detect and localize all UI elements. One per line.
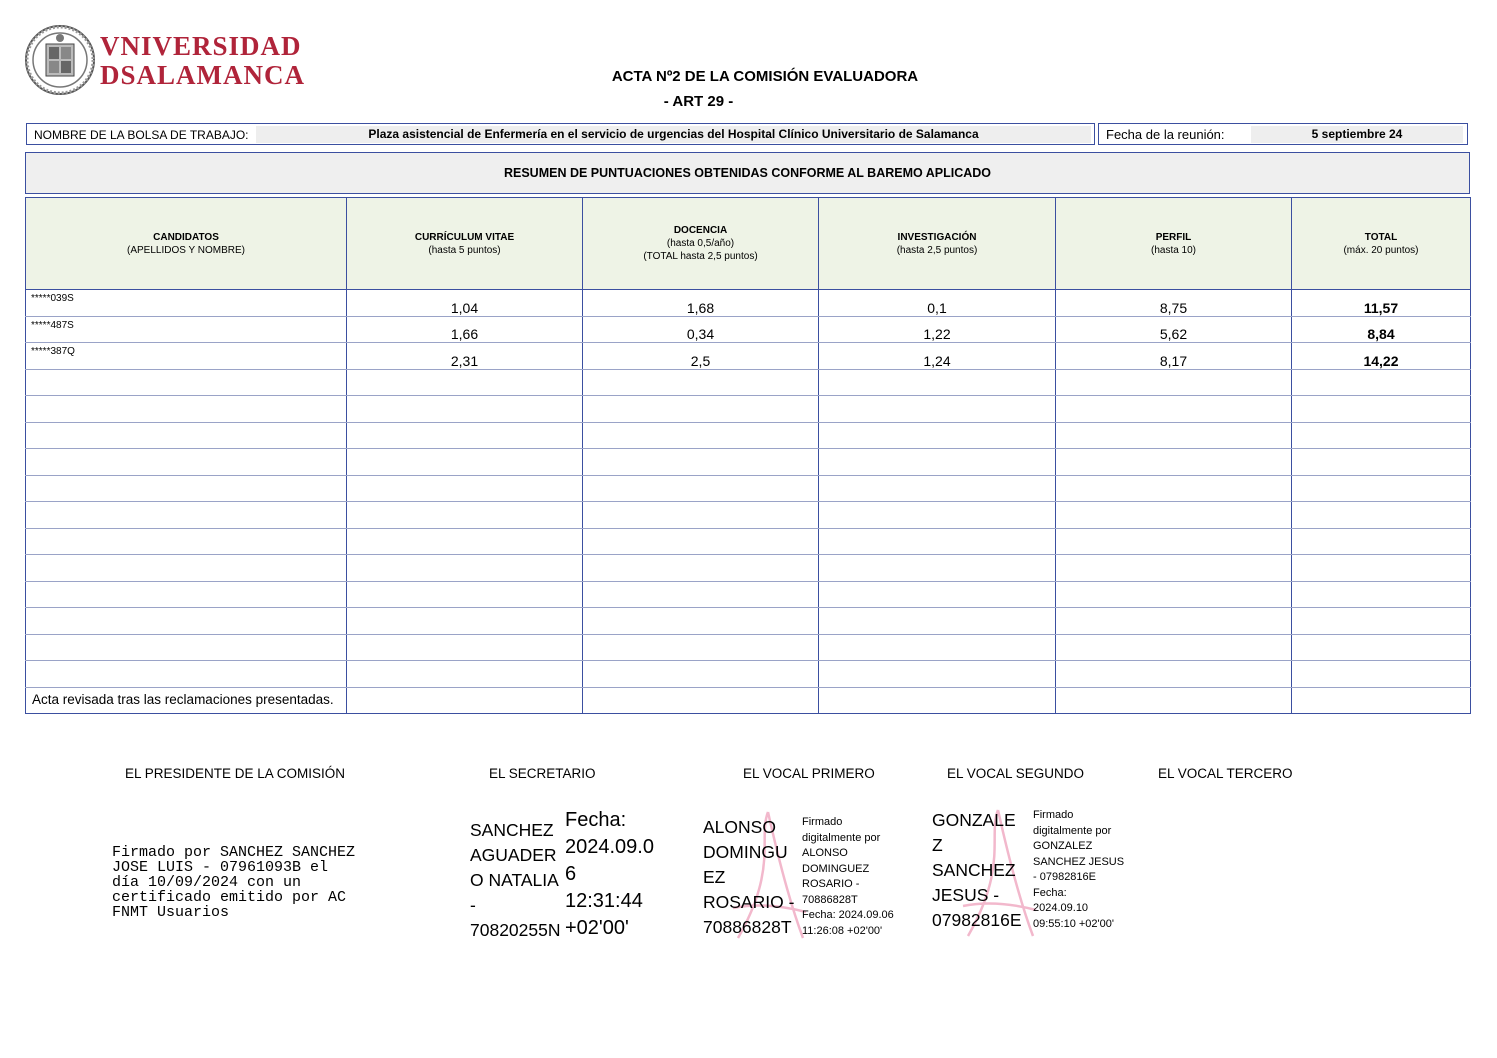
table-row	[26, 290, 1471, 317]
column-header	[347, 198, 583, 290]
score-cell	[819, 581, 1056, 608]
score-cell	[1056, 422, 1292, 449]
score-cell	[347, 687, 583, 714]
score-cell	[1056, 608, 1292, 635]
column-header	[1056, 198, 1292, 290]
score-cell: 0,1	[819, 290, 1056, 317]
table-row	[26, 343, 1471, 370]
total-cell: 11,57	[1292, 290, 1471, 317]
column-header	[583, 198, 819, 290]
candidate-cell	[26, 608, 347, 635]
score-cell	[347, 396, 583, 423]
total-cell: 8,84	[1292, 316, 1471, 343]
signature-vocal2-name: GONZALE Z SANCHEZ JESUS - 07982816E	[932, 810, 1022, 930]
total-cell	[1292, 555, 1471, 582]
signature-vocal1-details: Firmado digitalmente por ALONSO DOMINGUEZ ROSARIO - 70886828T Fecha: 2024.09.06 11:26:08 +02'00'	[802, 816, 894, 937]
total-cell	[1292, 687, 1471, 714]
score-cell	[1056, 369, 1292, 396]
role-secretario: EL SECRETARIO	[489, 766, 596, 781]
candidate-cell	[26, 475, 347, 502]
score-cell	[1056, 475, 1292, 502]
score-cell	[819, 528, 1056, 555]
total-cell: 14,22	[1292, 343, 1471, 370]
table-row	[26, 475, 1471, 502]
score-cell	[347, 661, 583, 688]
role-vocal-primero: EL VOCAL PRIMERO	[743, 766, 875, 781]
score-cell	[583, 687, 819, 714]
total-cell	[1292, 581, 1471, 608]
score-cell	[583, 608, 819, 635]
score-cell	[819, 449, 1056, 476]
score-cell	[819, 661, 1056, 688]
score-cell: 2,31	[347, 343, 583, 370]
logo-line-1: VNIVERSIDAD	[100, 31, 302, 61]
signature-secretario-date: Fecha: 2024.09.0 6 12:31:44 +02'00'	[565, 809, 654, 939]
table-row	[26, 369, 1471, 396]
candidate-cell	[26, 369, 347, 396]
score-cell	[583, 502, 819, 529]
column-subtitle: (hasta 5 puntos)	[428, 244, 501, 256]
score-cell	[583, 555, 819, 582]
candidate-cell	[26, 528, 347, 555]
score-cell	[583, 661, 819, 688]
score-cell	[347, 634, 583, 661]
score-cell: 1,66	[347, 316, 583, 343]
column-subtitle: (máx. 20 puntos)	[1343, 244, 1419, 256]
column-title: CURRÍCULUM VITAE	[414, 231, 515, 243]
score-cell	[819, 422, 1056, 449]
score-cell	[1056, 634, 1292, 661]
signature-vocal2-details: Firmado digitalmente por GONZALEZ SANCHEZ JESUS - 07982816E Fecha: 2024.09.10 09:55:10 +02'00'	[1033, 809, 1125, 930]
score-cell: 0,34	[583, 316, 819, 343]
score-cell: 8,17	[1056, 343, 1292, 370]
candidate-cell: *****387Q	[26, 343, 347, 370]
score-cell	[583, 369, 819, 396]
table-header-row	[26, 198, 1471, 290]
page-title: ACTA Nº2 DE LA COMISIÓN EVALUADORA	[611, 68, 919, 85]
score-cell	[1056, 661, 1292, 688]
fecha-field	[1098, 123, 1468, 145]
role-vocal-tercero: EL VOCAL TERCERO	[1158, 766, 1293, 781]
candidate-cell: *****487S	[26, 316, 347, 343]
table-row	[26, 502, 1471, 529]
column-title: TOTAL	[1364, 231, 1398, 243]
score-cell	[347, 475, 583, 502]
score-cell	[347, 369, 583, 396]
score-cell	[583, 422, 819, 449]
score-cell	[819, 608, 1056, 635]
score-cell	[347, 528, 583, 555]
candidate-cell	[26, 581, 347, 608]
score-cell	[347, 449, 583, 476]
column-header	[819, 198, 1056, 290]
score-cell: 1,04	[347, 290, 583, 317]
score-cell	[1056, 449, 1292, 476]
score-cell	[1056, 396, 1292, 423]
fecha-label: Fecha de la reunión:	[1106, 127, 1225, 142]
page-subtitle: - ART 29 -	[663, 93, 734, 110]
score-cell	[583, 634, 819, 661]
fecha-value: 5 septiembre 24	[1251, 126, 1463, 143]
table-row	[26, 316, 1471, 343]
score-cell	[819, 555, 1056, 582]
role-vocal-segundo: EL VOCAL SEGUNDO	[947, 766, 1085, 781]
logo-line-2: DSALAMANCA	[100, 60, 305, 90]
revision-note: Acta revisada tras las reclamaciones presentadas.	[32, 692, 334, 707]
score-cell	[1056, 555, 1292, 582]
score-cell	[1056, 528, 1292, 555]
score-cell	[583, 475, 819, 502]
candidate-cell	[26, 396, 347, 423]
score-cell	[347, 555, 583, 582]
total-cell	[1292, 449, 1471, 476]
column-subtitle: (hasta 0,5/año)	[666, 238, 735, 249]
university-seal-icon	[24, 24, 96, 96]
total-cell	[1292, 502, 1471, 529]
score-cell	[347, 422, 583, 449]
score-cell	[1056, 687, 1292, 714]
table-row	[26, 661, 1471, 688]
score-cell: 1,24	[819, 343, 1056, 370]
total-cell	[1292, 634, 1471, 661]
score-cell	[1056, 581, 1292, 608]
candidate-cell	[26, 634, 347, 661]
candidate-cell	[26, 555, 347, 582]
total-cell	[1292, 661, 1471, 688]
total-cell	[1292, 528, 1471, 555]
table-row	[26, 555, 1471, 582]
score-cell	[819, 396, 1056, 423]
total-cell	[1292, 608, 1471, 635]
score-cell: 1,22	[819, 316, 1056, 343]
score-cell	[583, 396, 819, 423]
table-row	[26, 396, 1471, 423]
table-row	[26, 608, 1471, 635]
score-cell	[583, 581, 819, 608]
total-cell	[1292, 396, 1471, 423]
candidate-cell: *****039S	[26, 290, 347, 317]
signature-presidente: Firmado por SANCHEZ SANCHEZ JOSE LUIS - 07961093B el día 10/09/2024 con un certificado emitido por AC FNMT Usuarios	[112, 844, 356, 921]
bolsa-value: Plaza asistencial de Enfermería en el servicio de urgencias del Hospital Clínico Universitario de Salamanca	[256, 126, 1091, 143]
bolsa-field	[26, 123, 1095, 145]
total-cell	[1292, 369, 1471, 396]
table-row	[26, 528, 1471, 555]
score-cell: 1,68	[583, 290, 819, 317]
table-row	[26, 449, 1471, 476]
score-cell	[819, 634, 1056, 661]
table-row	[26, 422, 1471, 449]
column-subtitle-2: (TOTAL hasta 2,5 puntos)	[643, 251, 758, 262]
score-cell	[347, 502, 583, 529]
column-header	[1292, 198, 1471, 290]
column-subtitle: (hasta 10)	[1150, 244, 1197, 256]
score-cell	[347, 581, 583, 608]
column-title: CANDIDATOS	[153, 231, 219, 243]
table-row	[26, 581, 1471, 608]
score-cell	[819, 687, 1056, 714]
score-cell	[583, 449, 819, 476]
column-header	[26, 198, 347, 290]
total-cell	[1292, 475, 1471, 502]
signature-vocal1-name: ALONSO DOMINGU EZ ROSARIO - 70886828T	[703, 817, 795, 937]
candidate-cell	[26, 661, 347, 688]
university-logo	[24, 24, 305, 96]
column-title: INVESTIGACIÓN	[897, 231, 977, 243]
column-subtitle: (hasta 2,5 puntos)	[896, 244, 978, 256]
score-cell	[819, 369, 1056, 396]
scores-table	[25, 197, 1471, 714]
candidate-cell	[26, 422, 347, 449]
column-title: DOCENCIA	[673, 225, 728, 236]
summary-heading: RESUMEN DE PUNTUACIONES OBTENIDAS CONFORME AL BAREMO APLICADO	[25, 152, 1470, 194]
total-cell	[1292, 422, 1471, 449]
score-cell: 8,75	[1056, 290, 1292, 317]
score-cell: 2,5	[583, 343, 819, 370]
score-cell: 5,62	[1056, 316, 1292, 343]
score-cell	[819, 502, 1056, 529]
score-cell	[1056, 502, 1292, 529]
signature-secretario-name: SANCHEZ AGUADER O NATALIA - 70820255N	[470, 820, 561, 940]
table-row	[26, 634, 1471, 661]
bolsa-label: NOMBRE DE LA BOLSA DE TRABAJO:	[34, 128, 249, 142]
column-title: PERFIL	[1155, 231, 1192, 243]
candidate-cell	[26, 449, 347, 476]
candidate-cell	[26, 502, 347, 529]
score-cell	[819, 475, 1056, 502]
score-cell	[347, 608, 583, 635]
column-subtitle: (APELLIDOS Y NOMBRE)	[127, 244, 245, 256]
role-presidente: EL PRESIDENTE DE LA COMISIÓN	[125, 766, 346, 781]
score-cell	[583, 528, 819, 555]
